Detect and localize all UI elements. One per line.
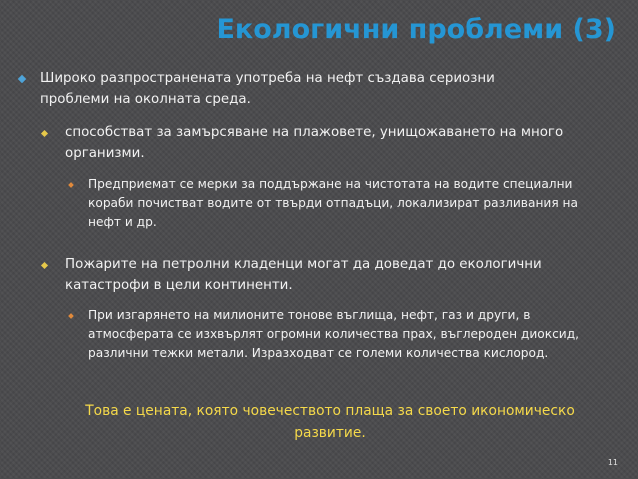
bullet-diamond-icon bbox=[18, 75, 26, 83]
bullet-diamond-icon bbox=[41, 262, 48, 269]
bullet-diamond-icon bbox=[68, 182, 74, 188]
bullet-level3: Предприемат се мерки за поддържане на чистотата на водите специални кораби почистват водите от твърди отпадъци, локализират разливания на нефт и др. bbox=[88, 177, 578, 229]
bullet-level2: способстват за замърсяване на плажовете, унищожаването на много организми. bbox=[65, 125, 564, 161]
bullet-diamond-icon bbox=[68, 313, 74, 319]
conclusion-text: Това е цената, която човечеството плаща за своето икономическо развитие. bbox=[85, 403, 575, 441]
page-number: 11 bbox=[607, 458, 618, 467]
slide-title: Екологични проблеми (3) bbox=[216, 14, 616, 45]
bullet-level2: Пожарите на петролни кладенци могат да доведат до екологични катастрофи в цели континенти. bbox=[65, 257, 542, 293]
bullet-diamond-icon bbox=[41, 130, 48, 137]
bullet-level1: Широко разпространената употреба на нефт създава сериозни проблеми на околната среда. bbox=[40, 71, 495, 107]
bullet-level3: При изгарянето на милионите тонове въглища, нефт, газ и други, в атмосферата се изхвърлят огромни количества прах, въглероден диоксид, различни тежки метали. Изразходват се големи количества кислород. bbox=[88, 308, 580, 360]
